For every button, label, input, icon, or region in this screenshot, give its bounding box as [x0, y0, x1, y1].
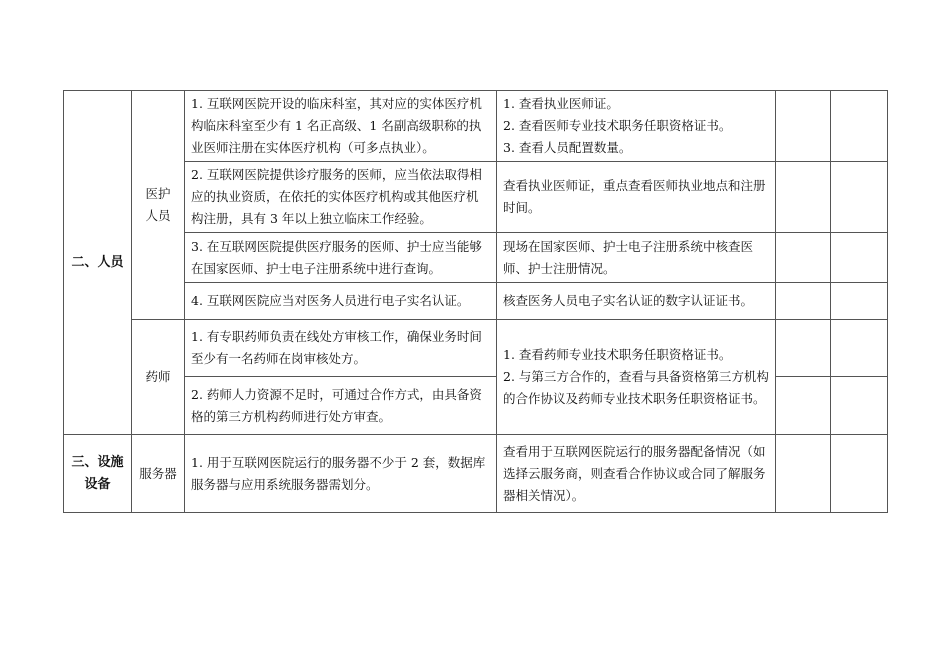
section-personnel-title: 二、人员 — [64, 91, 132, 435]
table-row — [64, 283, 888, 320]
method-cell — [497, 91, 776, 162]
table-row — [64, 162, 888, 233]
requirement-cell: 3. 在互联网医院提供医疗服务的医师、护士应当能够在国家医师、护士电子注册系统中进行查询。 — [185, 233, 497, 283]
blank-cell — [776, 377, 831, 435]
blank-cell — [831, 233, 888, 283]
blank-cell — [776, 91, 831, 162]
table-row — [64, 320, 888, 377]
blank-cell — [831, 320, 888, 377]
blank-cell — [776, 162, 831, 233]
table-row — [64, 233, 888, 283]
requirement-cell: 4. 互联网医院应当对医务人员进行电子实名认证。 — [185, 283, 497, 320]
blank-cell — [776, 283, 831, 320]
method-line: 2. 查看医师专业技术职务任职资格证书。 — [503, 118, 732, 133]
subsection-pharmacist-label: 药师 — [132, 320, 185, 435]
blank-cell — [776, 435, 831, 513]
medical-staff-label-line2: 人员 — [145, 208, 171, 223]
subsection-medical-staff-label — [132, 91, 185, 320]
method-cell: 核查医务人员电子实名认证的数字认证证书。 — [497, 283, 776, 320]
blank-cell — [831, 283, 888, 320]
table-row — [64, 91, 888, 162]
method-line: 1. 查看药师专业技术职务任职资格证书。 — [503, 347, 732, 362]
blank-cell — [831, 91, 888, 162]
method-cell: 现场在国家医师、护士电子注册系统中核查医师、护士注册情况。 — [497, 233, 776, 283]
subsection-server-label: 服务器 — [132, 435, 185, 513]
blank-cell — [831, 435, 888, 513]
inspection-table — [63, 90, 888, 513]
blank-cell — [776, 233, 831, 283]
requirement-cell: 1. 互联网医院开设的临床科室，其对应的实体医疗机构临床科室至少有 1 名正高级、1 名副高级职称的执业医师注册在实体医疗机构（可多点执业）。 — [185, 91, 497, 162]
requirement-cell: 2. 药师人力资源不足时，可通过合作方式，由具备资格的第三方机构药师进行处方审查。 — [185, 377, 497, 435]
method-cell: 查看用于互联网医院运行的服务器配备情况（如选择云服务商，则查看合作协议或合同了解服务器相关情况）。 — [497, 435, 776, 513]
requirement-cell: 2. 互联网医院提供诊疗服务的医师，应当依法取得相应的执业资质，在依托的实体医疗机构或其他医疗机构注册，具有 3 年以上独立临床工作经验。 — [185, 162, 497, 233]
method-line: 3. 查看人员配置数量。 — [503, 140, 632, 155]
method-cell — [497, 320, 776, 435]
method-cell: 查看执业医师证，重点查看医师执业地点和注册时间。 — [497, 162, 776, 233]
blank-cell — [776, 320, 831, 377]
facilities-title-line2: 设备 — [84, 476, 111, 492]
section-facilities-title — [64, 435, 132, 513]
medical-staff-label-line1: 医护 — [145, 186, 171, 201]
blank-cell — [831, 377, 888, 435]
method-line: 1. 查看执业医师证。 — [503, 96, 619, 111]
requirement-cell: 1. 有专职药师负责在线处方审核工作，确保业务时间至少有一名药师在岗审核处方。 — [185, 320, 497, 377]
requirement-cell: 1. 用于互联网医院运行的服务器不少于 2 套，数据库服务器与应用系统服务器需划分。 — [185, 435, 497, 513]
method-line: 2. 与第三方合作的，查看与具备资格第三方机构的合作协议及药师专业技术职务任职资格证书。 — [503, 369, 769, 406]
blank-cell — [831, 162, 888, 233]
facilities-title-line1: 三、设施 — [71, 454, 124, 470]
table-row — [64, 435, 888, 513]
